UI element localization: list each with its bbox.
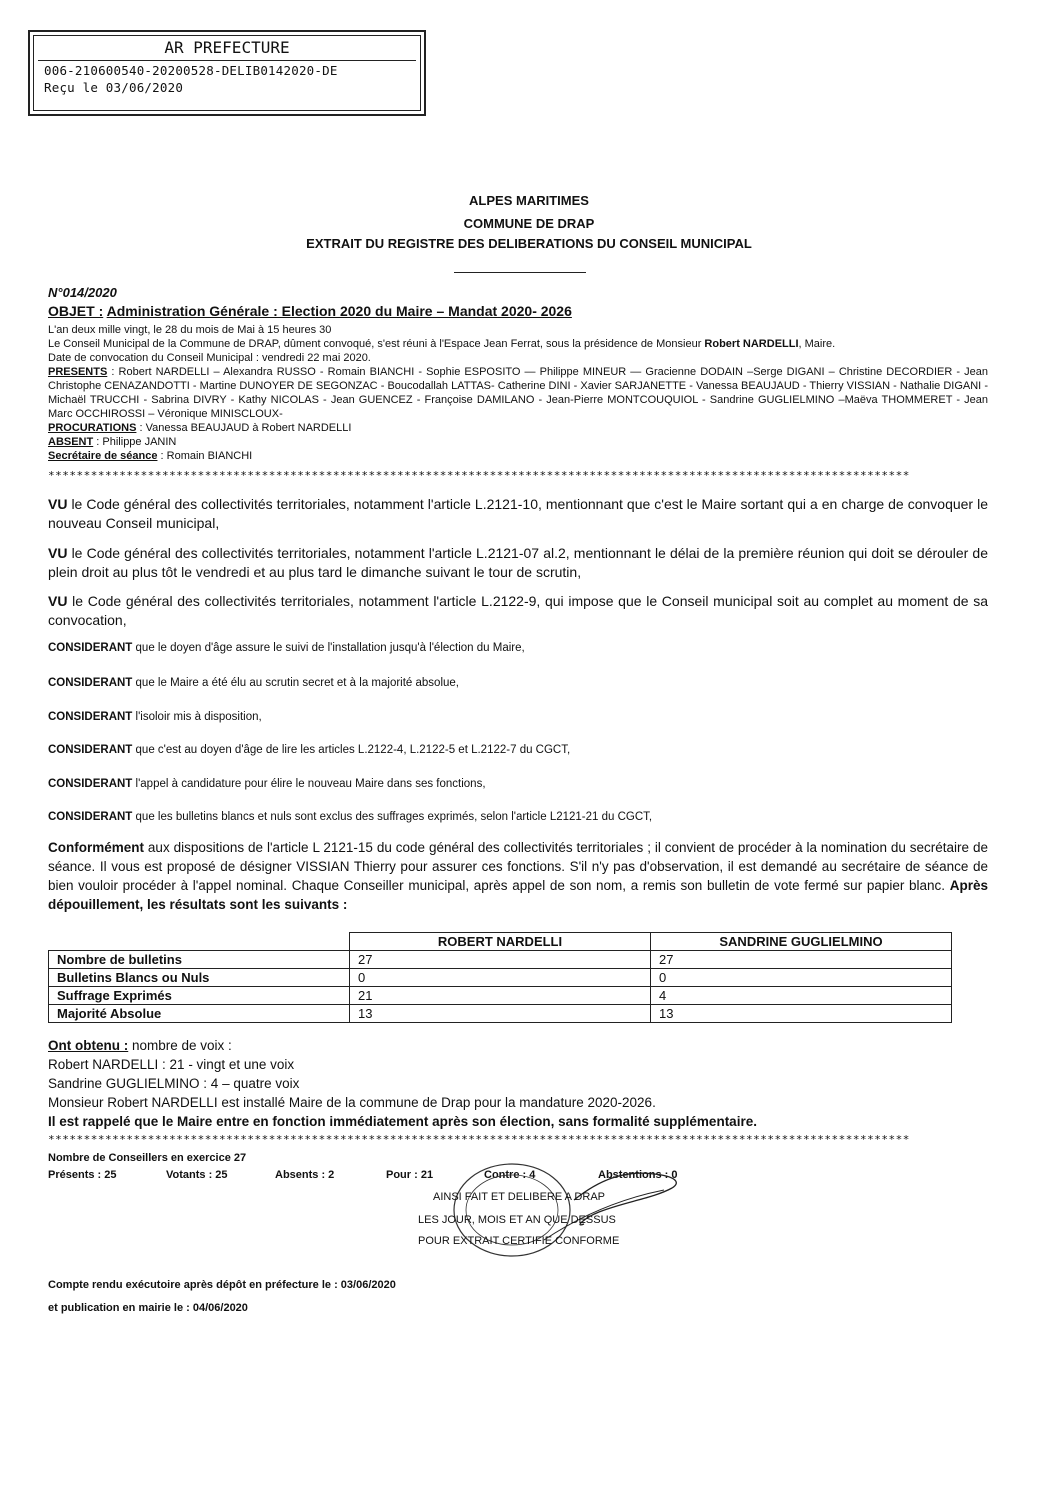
deliberation-number: N°014/2020 [48, 285, 117, 300]
results-table [48, 932, 952, 1023]
considerant-4 [48, 744, 988, 756]
row-value-candidate-1: 13 [350, 1005, 651, 1023]
president-name: Robert NARDELLI [704, 338, 799, 350]
table-row [49, 1005, 952, 1023]
procurations-label: PROCURATIONS [48, 422, 137, 434]
considerant-label: CONSIDERANT [48, 677, 133, 689]
intro-text: Le Conseil Municipal de la Commune de DRAP, dûment convoqué, s'est réuni à l'Espace Jean Ferrat, sous la présidence de Monsieur [48, 338, 705, 350]
table-row [49, 951, 952, 969]
conformement-results-intro: Après dépouillement, les résultats sont les suivants : [48, 878, 988, 912]
stamp-reference: 006-210600540-20200528-DELIB0142020-DE [44, 63, 338, 78]
seal-line-1: AINSI FAIT ET DELIBERE A DRAP [433, 1191, 605, 1203]
intro-date: L'an deux mille vingt, le 28 du mois de Mai à 15 heures 30 [48, 324, 332, 336]
vu-text-3: le Code général des collectivités territoriales, notamment l'article L.2122-9, qui impose que le Conseil municipal soit au complet au moment de sa convocation, [48, 593, 988, 628]
considerant-label: CONSIDERANT [48, 744, 133, 756]
outcome-line-1: Robert NARDELLI : 21 - vingt et une voix [48, 1057, 295, 1072]
header-divider [454, 272, 586, 273]
considerant-label: CONSIDERANT [48, 711, 133, 723]
considerant-1 [48, 642, 988, 654]
stars-separator: ************************************************************************************************************************* [48, 469, 910, 482]
table-row [49, 969, 952, 987]
considerant-6 [48, 811, 988, 823]
results-header-empty [49, 933, 350, 951]
intro-end: , Maire. [798, 338, 836, 350]
vote-contre: Contre : 4 [484, 1169, 536, 1181]
deliberation-object [48, 303, 572, 319]
vu-label: VU [48, 545, 68, 561]
row-value-candidate-2: 27 [651, 951, 952, 969]
table-row [49, 987, 952, 1005]
compte-rendu-date: Compte rendu exécutoire après dépôt en préfecture le : 03/06/2020 [48, 1279, 396, 1291]
vote-presents: Présents : 25 [48, 1169, 117, 1181]
procurations [48, 421, 988, 435]
considerant-text-4: que c'est au doyen d'âge de lire les articles L.2122-4, L.2122-5 et L.2122-7 du CGCT, [132, 744, 571, 756]
vu-text-2: le Code général des collectivités territoriales, notamment l'article L.2121-07 al.2, mentionnant le délai de la première réunion qui doit se dérouler de plein droit au plus tôt le vendredi et au plus tard le dimanche suivant le tour de scrutin, [48, 545, 988, 580]
stamp-title: AR PREFECTURE [38, 36, 416, 61]
considerant-text-2: que le Maire a été élu au scrutin secret et à la majorité absolue, [132, 677, 459, 689]
seal-line-2: LES JOUR, MOIS ET AN QUE DESSUS [418, 1214, 616, 1226]
row-label: Bulletins Blancs ou Nuls [49, 969, 350, 987]
results-header-row [49, 933, 952, 951]
prefecture-stamp [28, 30, 426, 116]
outcome-line-2: Sandrine GUGLIELMINO : 4 – quatre voix [48, 1076, 300, 1091]
absent-text: : Philippe JANIN [93, 436, 177, 448]
considerant-label: CONSIDERANT [48, 642, 133, 654]
row-value-candidate-1: 21 [350, 987, 651, 1005]
stamp-received: Reçu le 03/06/2020 [44, 80, 184, 95]
vu-text-1: le Code général des collectivités territoriales, notamment l'article L.2121-10, mentionnant que c'est le Maire sortant qui a en charge de convoquer le nouveau Conseil municipal, [48, 496, 988, 531]
vu-label: VU [48, 496, 68, 512]
row-value-candidate-2: 4 [651, 987, 952, 1005]
row-value-candidate-1: 0 [350, 969, 651, 987]
vote-abstentions: Abstentions : 0 [598, 1169, 678, 1181]
presents-text: : Robert NARDELLI – Alexandra RUSSO - Romain BIANCHI - Sophie ESPOSITO — Philippe MINEUR — Gracienne DODAIN –Serge DIGANI – Christine DECORDIER - Jean Christophe CENAZANDOTTI - Martine DUNOYER DE SEGONZAC - Boucodallah LATTAS- Catherine DINI - Xavier SARJANETTE - Vanessa BEAUJAUD - Thierry VISSIAN - Nathalie DIGANI - Michaël TRUCCHI - Sabrina DIVRY - Kathy NICOLAS - Jean GUENCEZ - Françoise DAMILANO - Jean-Pierre MONTCOUQUIOL - Sandrine GUGLIELMINO –Maëva THOMMERET - Jean Marc OCCHIROSSI – Véronique MINISCLOUX- [48, 366, 988, 420]
stars-separator-bottom: ************************************************************************************************************************* [48, 1133, 910, 1146]
considerant-label: CONSIDERANT [48, 811, 133, 823]
row-value-candidate-1: 27 [350, 951, 651, 969]
considerant-5 [48, 778, 988, 790]
vu-paragraph-2 [48, 544, 988, 582]
conformement-label: Conformément [48, 840, 145, 855]
absent-label: ABSENT [48, 436, 94, 448]
row-value-candidate-2: 0 [651, 969, 952, 987]
row-label: Majorité Absolue [49, 1005, 350, 1023]
intro-convocation-date: Date de convocation du Conseil Municipal : vendredi 22 mai 2020. [48, 352, 371, 364]
vu-label: VU [48, 593, 68, 609]
considerant-label: CONSIDERANT [48, 778, 133, 790]
publication-date: et publication en mairie le : 04/06/2020 [48, 1302, 248, 1314]
conformement-text: aux dispositions de l'article L 2121-15 du code général des collectivités territoriales ; il convient de procéder à la nomination du secrétaire de séance. Il vous est proposé de désigner VISSIAN Thierry pour assurer ces fonctions. S'il n'y pas d'observation, il est demandé au secrétaire de séance de bien vouloir procéder à l'appel nominal. Chaque Conseiller municipal, après appel de son nom, a remis son bulletin de vote fermé sur papier blanc. [48, 840, 988, 893]
row-value-candidate-2: 13 [651, 1005, 952, 1023]
register-title: EXTRAIT DU REGISTRE DES DELIBERATIONS DU CONSEIL MUNICIPAL [306, 236, 752, 251]
considerant-2 [48, 677, 988, 689]
vu-paragraph-3 [48, 592, 988, 630]
meeting-intro [48, 323, 988, 463]
objet-text: Administration Générale : Election 2020 du Maire – Mandat 2020- 2026 [106, 303, 572, 319]
candidate-2-header: SANDRINE GUGLIELMINO [651, 933, 952, 951]
outcome-line-3: Monsieur Robert NARDELLI est installé Maire de la commune de Drap pour la mandature 2020-2026. [48, 1095, 656, 1110]
vote-pour: Pour : 21 [386, 1169, 434, 1181]
row-label: Suffrage Exprimés [49, 987, 350, 1005]
considerant-text-1: que le doyen d'âge assure le suivi de l'installation jusqu'à l'élection du Maire, [132, 642, 525, 654]
secretaire [48, 449, 988, 463]
vu-paragraph-1 [48, 495, 988, 533]
presents-label: PRESENTS [48, 366, 108, 378]
vote-absents: Absents : 2 [275, 1169, 335, 1181]
absent [48, 435, 988, 449]
considerant-text-3: l'isoloir mis à disposition, [132, 711, 262, 723]
intro-convocation [48, 337, 988, 351]
row-label: Nombre de bulletins [49, 951, 350, 969]
ont-obtenu-label: Ont obtenu : [48, 1038, 129, 1053]
department-heading: ALPES MARITIMES [469, 193, 589, 208]
vote-votants: Votants : 25 [166, 1169, 228, 1181]
procurations-text: : Vanessa BEAUJAUD à Robert NARDELLI [136, 422, 352, 434]
presents-list [48, 365, 988, 421]
considerant-text-6: que les bulletins blancs et nuls sont exclus des suffrages exprimés, selon l'article L2121-21 du CGCT, [132, 811, 653, 823]
outcome-section [48, 1036, 988, 1131]
conformement-paragraph [48, 838, 988, 914]
secretaire-label: Secrétaire de séance [48, 450, 158, 462]
ont-obtenu-text: nombre de voix : [128, 1038, 232, 1053]
candidate-1-header: ROBERT NARDELLI [350, 933, 651, 951]
objet-label: OBJET : [48, 303, 104, 319]
considerant-text-5: l'appel à candidature pour élire le nouveau Maire dans ses fonctions, [132, 778, 486, 790]
commune-heading: COMMUNE DE DRAP [463, 216, 595, 231]
outcome-line-4: Il est rappelé que le Maire entre en fonction immédiatement après son élection, sans formalité supplémentaire. [48, 1114, 757, 1129]
considerant-3 [48, 711, 988, 723]
conseillers-exercice: Nombre de Conseillers en exercice 27 [48, 1152, 247, 1164]
ont-obtenu-line [48, 1036, 988, 1055]
seal-line-3: POUR EXTRAIT CERTIFIE CONFORME [418, 1235, 620, 1247]
secretaire-text: : Romain BIANCHI [157, 450, 253, 462]
